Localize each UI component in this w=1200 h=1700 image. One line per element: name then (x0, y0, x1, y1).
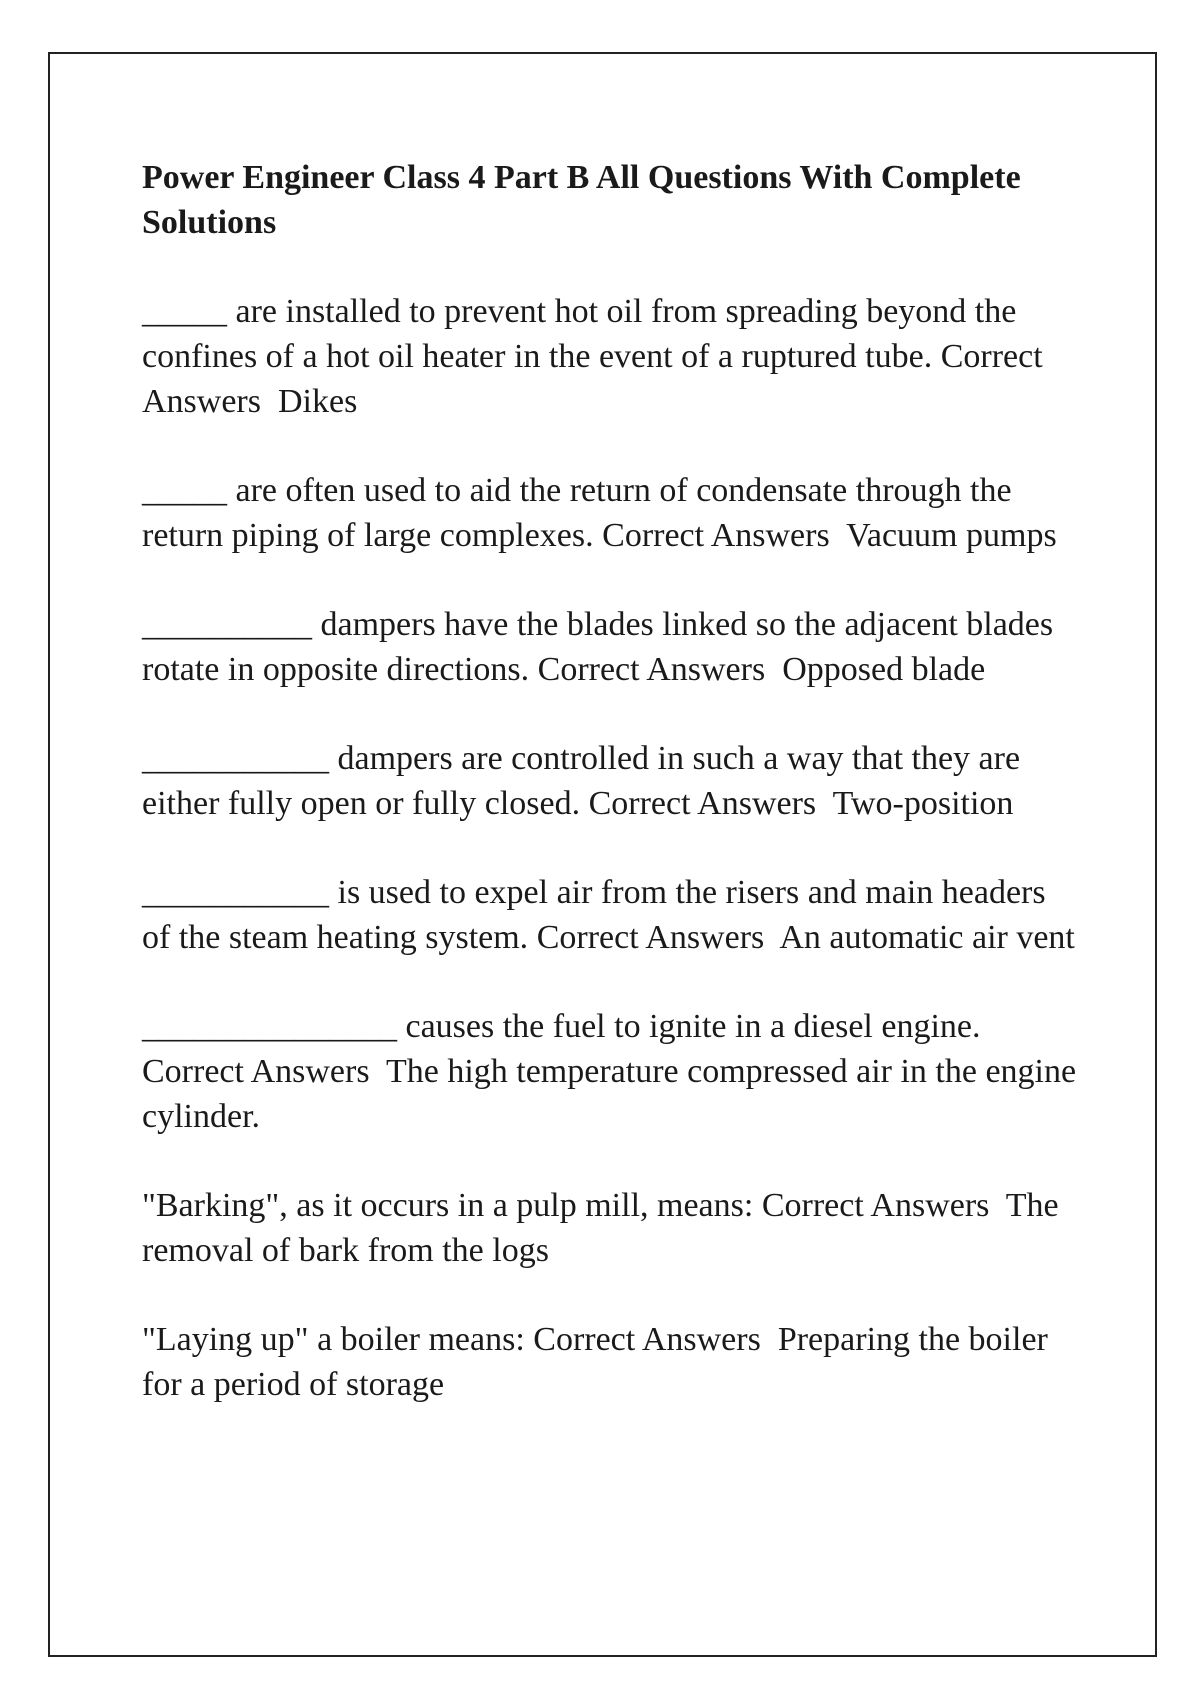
answer-label: Correct Answers (142, 338, 1050, 420)
answer-text: The removal of bark from the logs (142, 1187, 1068, 1269)
document-title: Power Engineer Class 4 Part B All Questions With Complete Solutions (142, 159, 1021, 241)
qa-item (142, 602, 1082, 692)
answer-text: Two-position (832, 785, 1014, 822)
question-text: _______________ causes the fuel to ignite in a diesel engine. (142, 1008, 981, 1045)
answer-text: The high temperature compressed air in the engine cylinder. (142, 1053, 1085, 1135)
answer-text: Vacuum pumps (846, 517, 1057, 554)
answer-label: Correct Answers (536, 919, 765, 956)
question-text: "Laying up" a boiler means: (142, 1321, 525, 1358)
question-text: _____ are installed to prevent hot oil from spreading beyond the confines of a hot oil heater in the event of a ruptured tube. (142, 293, 1025, 375)
document-body (142, 155, 1085, 1451)
question-text: "Barking", as it occurs in a pulp mill, means: (142, 1187, 754, 1224)
question-text: _____ are often used to aid the return of condensate through the return piping of large complexes. (142, 472, 1021, 554)
question-text: __________ dampers have the blades linked so the adjacent blades rotate in opposite directions. (142, 606, 1062, 688)
qa-item (142, 1004, 1085, 1139)
answer-text: Dikes (277, 383, 358, 420)
answer-text: Opposed blade (782, 651, 986, 688)
question-text: ___________ is used to expel air from the risers and main headers of the steam heating system. (142, 874, 1055, 956)
answer-label: Correct Answers (602, 517, 830, 554)
answer-label: Correct Answers (588, 785, 817, 822)
qa-item (142, 1183, 1082, 1273)
question-text: ___________ dampers are controlled in such a way that they are either fully open or fully closed. (142, 740, 1029, 822)
answer-label: Correct Answers (142, 1053, 370, 1090)
answer-label: Correct Answers (533, 1321, 761, 1358)
qa-list (142, 289, 1085, 1407)
qa-item (142, 468, 1082, 558)
answer-text: An automatic air vent (779, 919, 1075, 956)
qa-item (142, 870, 1082, 960)
answer-text: Preparing the boiler for a period of storage (142, 1321, 1057, 1403)
qa-item (142, 736, 1082, 826)
qa-item (142, 289, 1082, 424)
answer-label: Correct Answers (761, 1187, 990, 1224)
qa-item (142, 1317, 1082, 1407)
answer-label: Correct Answers (537, 651, 766, 688)
